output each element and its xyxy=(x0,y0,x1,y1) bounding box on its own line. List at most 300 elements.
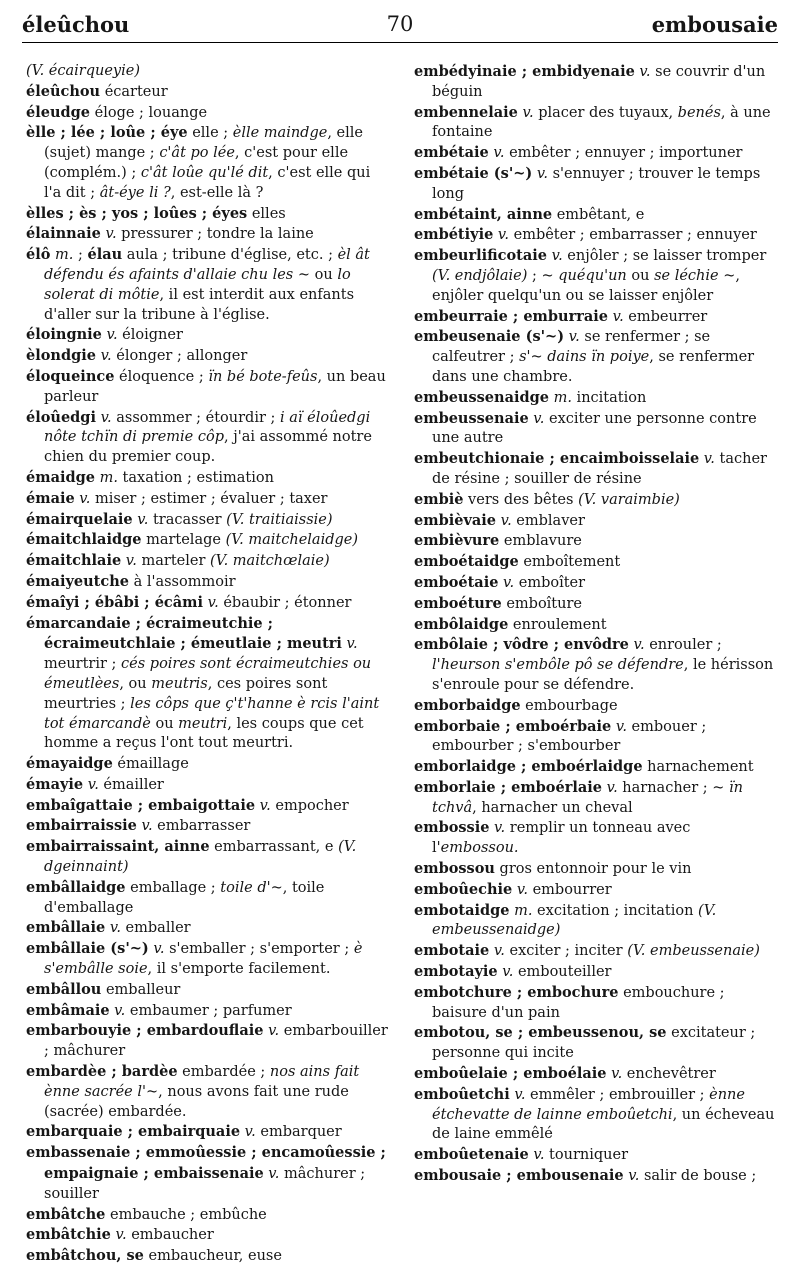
entry-headword: embotayie xyxy=(414,963,498,981)
entry-italic-text: v. xyxy=(136,818,153,835)
entry-headword: éloûedgi xyxy=(26,408,96,426)
entry-headword: émaitchlaie xyxy=(26,552,122,570)
entry-italic-text: v. xyxy=(564,329,580,346)
entry-text: , à une fontaine xyxy=(432,104,771,141)
entry-text: incitation xyxy=(571,389,647,406)
entry-italic-text: v. xyxy=(496,512,512,529)
dictionary-entry xyxy=(26,103,388,124)
entry-italic-text: v. xyxy=(109,1002,126,1019)
entry-italic-text: meutri xyxy=(178,715,228,732)
entry-headword: émarcandaie ; écraimeutchie ; écraimeutchlaie ; émeutlaie ; meutri xyxy=(26,614,342,653)
entry-text: embaucheur, euse xyxy=(143,1248,282,1265)
entry-italic-text: (V. maitchelaidge) xyxy=(225,532,359,549)
entry-text: martelage xyxy=(141,532,226,549)
dictionary-entry xyxy=(26,367,388,408)
entry-headword: éleûchou xyxy=(26,82,101,100)
dictionary-entry xyxy=(414,388,776,409)
entry-headword: émayie xyxy=(26,775,84,793)
entry-text: embarrassant, e xyxy=(209,839,339,856)
entry-text: , un beau parleur xyxy=(44,368,386,405)
entry-headword: emboéture xyxy=(414,594,502,612)
entry-text: placer des tuyaux, xyxy=(533,104,678,121)
entry-italic-text: toile d'~ xyxy=(220,879,283,896)
dictionary-entry xyxy=(26,408,388,468)
entry-headword: élô xyxy=(26,246,51,264)
entry-headword: embarbouyie ; embardouflaie xyxy=(26,1022,264,1040)
entry-italic-text: v. xyxy=(203,594,219,611)
entry-text: taxation ; estimation xyxy=(117,469,274,486)
dictionary-entry xyxy=(26,325,388,346)
entry-italic-text: v. xyxy=(489,820,506,837)
entry-headword: emboûechie xyxy=(414,880,513,898)
entry-headword: embeussenaidge xyxy=(414,388,549,406)
entry-italic-text: v. xyxy=(95,409,112,426)
dictionary-entry xyxy=(26,1246,388,1267)
entry-text: elle ; xyxy=(187,125,233,142)
entry-headword: émaitchlaidge xyxy=(26,531,142,549)
entry-text: , il s'emporte facilement. xyxy=(147,961,331,978)
entry-headword: embôlaie ; vôdre ; envôdre xyxy=(414,636,629,654)
entry-text: élonger ; allonger xyxy=(111,348,248,365)
entry-italic-text: v. xyxy=(105,920,121,937)
entry-italic-text: (V. écairqueyie) xyxy=(26,63,140,79)
dictionary-entry xyxy=(26,775,388,796)
entry-italic-text: v. xyxy=(699,451,715,468)
dictionary-entry xyxy=(414,635,776,695)
entry-italic-text: v. xyxy=(101,327,118,344)
entry-headword: embâtchie xyxy=(26,1226,111,1244)
entry-italic-text: v. xyxy=(498,574,515,591)
dictionary-entry xyxy=(414,615,776,636)
entry-text: embêtant, e xyxy=(552,206,645,223)
entry-italic-text: v. xyxy=(121,553,137,570)
dictionary-entry xyxy=(414,103,776,144)
entry-headword: emborbaidge xyxy=(414,696,521,714)
dictionary-entry xyxy=(26,614,388,755)
entry-italic-text: m. xyxy=(548,389,572,406)
entry-headword: émaiyeutche xyxy=(26,572,129,590)
entry-italic-text: v. xyxy=(532,165,548,182)
dictionary-entry xyxy=(414,164,776,205)
dictionary-entry xyxy=(414,983,776,1024)
entry-italic-text: ènne étchevatte de lainne emboûetchi xyxy=(432,1086,745,1123)
entry-headword: embâllou xyxy=(26,980,102,998)
dictionary-entry xyxy=(414,490,776,511)
entry-text: harnacher ; xyxy=(617,779,713,796)
entry-headword: embâllaie (s'~) xyxy=(26,940,149,958)
entry-headword: embotou, se ; embeussenou, se xyxy=(414,1024,667,1042)
entry-text: emballer xyxy=(120,920,191,937)
entry-text: embeurrer xyxy=(623,308,708,325)
entry-headword: embotchure ; embochure xyxy=(414,983,619,1001)
entry-text: , se renfermer dans une chambre. xyxy=(432,349,755,385)
dictionary-entry xyxy=(414,1166,776,1187)
entry-text: emballeur xyxy=(101,981,181,998)
dictionary-entry xyxy=(26,245,388,325)
entry-text: , c'est elle qui l'a dit ; xyxy=(44,164,371,201)
entry-italic-text: v. xyxy=(95,348,112,365)
dictionary-entry xyxy=(26,939,388,980)
dictionary-entry xyxy=(414,1085,776,1145)
dictionary-entry xyxy=(414,511,776,532)
entry-italic-text: v. xyxy=(628,637,645,654)
entry-italic-text: v. xyxy=(489,943,505,960)
entry-headword: embâllaie xyxy=(26,919,106,937)
entry-italic-text: (V. traitiaissie) xyxy=(226,511,333,528)
entry-text: enrouler ; xyxy=(644,637,722,654)
dictionary-entry xyxy=(414,573,776,594)
dictionary-entry xyxy=(26,837,388,878)
entry-text: remplir un tonneau avec l' xyxy=(432,820,691,857)
entry-text: , j'ai assommé notre chien du premier coup. xyxy=(44,429,372,466)
header-first-headword: éleûchou xyxy=(22,12,130,37)
right-column xyxy=(414,62,776,1187)
entry-text: excitation ; incitation xyxy=(532,902,699,919)
entry-text: , ou xyxy=(119,675,152,692)
entry-text: meurtrir ; xyxy=(44,656,122,673)
entry-text: éloge ; louange xyxy=(90,104,208,121)
entry-headword: embétiyie xyxy=(414,226,494,244)
dictionary-entry xyxy=(26,510,388,531)
entry-headword: éloingnie xyxy=(26,326,102,344)
dictionary-entry xyxy=(26,918,388,939)
entry-text: embouchure ; baisure d'un pain xyxy=(432,984,725,1021)
dictionary-entry xyxy=(26,572,388,593)
entry-text: s'ennuyer ; trouver le temps long xyxy=(432,165,761,202)
dictionary-entry xyxy=(414,880,776,901)
dictionary-entry xyxy=(414,1145,776,1166)
entry-text: , nous avons fait une rude (sacrée) embardée. xyxy=(44,1083,349,1120)
entry-italic-text: v. xyxy=(132,511,149,528)
entry-italic-text: v. xyxy=(263,1023,280,1040)
dictionary-entry xyxy=(414,818,776,859)
entry-text: à l'assommoir xyxy=(128,573,236,590)
dictionary-entry xyxy=(26,551,388,572)
entry-text: exciter une personne contre une autre xyxy=(432,410,757,447)
entry-text: empocher xyxy=(270,797,349,814)
entry-italic-text: v. xyxy=(611,718,627,735)
entry-headword: emboûetenaie xyxy=(414,1146,529,1164)
dictionary-entry xyxy=(414,449,776,490)
dictionary-entry xyxy=(414,246,776,306)
entry-text: ou xyxy=(310,266,338,283)
dictionary-entry xyxy=(26,123,388,203)
entry-headword: embâmaie xyxy=(26,1001,110,1019)
entry-headword: èlle ; lée ; loûe ; éye xyxy=(26,124,188,142)
entry-headword: emboûelaie ; emboélaie xyxy=(414,1065,607,1083)
dictionary-entry xyxy=(414,1064,776,1085)
entry-italic-text: v. xyxy=(512,881,528,898)
dictionary-entry xyxy=(26,1143,388,1204)
entry-text: , elle (sujet) mange ; xyxy=(44,125,363,162)
dictionary-entry xyxy=(26,754,388,775)
entry-text: émaillage xyxy=(112,756,189,773)
entry-text: embouer ; embourber ; s'embourber xyxy=(432,718,707,755)
entry-text: ou xyxy=(150,715,179,732)
dictionary-entry xyxy=(414,778,776,819)
entry-text: tourniquer xyxy=(544,1147,628,1164)
entry-italic-text: cés poires sont écraimeutchies ou émeutlèes xyxy=(44,656,372,692)
entry-headword: embédyinaie ; embidyenaie xyxy=(414,63,635,80)
entry-italic-text: nos ains fait ènne sacrée l'~ xyxy=(44,1064,360,1100)
entry-italic-text: c'ât po lée xyxy=(159,145,235,162)
entry-italic-text: v. xyxy=(509,1086,526,1103)
dictionary-entry xyxy=(414,717,776,758)
entry-text: salir de bouse ; xyxy=(639,1168,757,1185)
entry-text: emmêler ; embrouiller ; xyxy=(525,1086,710,1103)
dictionary-entry xyxy=(414,327,776,387)
entry-text: emballage ; xyxy=(125,879,221,896)
entry-text: , un écheveau de laine emmêlé xyxy=(432,1106,775,1143)
entry-text: ébaubir ; étonner xyxy=(218,594,352,611)
entry-text: assommer ; étourdir ; xyxy=(111,409,281,426)
entry-text: ; xyxy=(73,247,88,264)
entry-text: tacher de résine ; souiller de résine xyxy=(432,451,767,487)
entry-text: gros entonnoir pour le vin xyxy=(494,861,692,878)
entry-headword: embeutchionaie ; encaimboisselaie xyxy=(414,450,700,468)
entry-italic-text: v. xyxy=(493,227,509,244)
entry-text: embourbage xyxy=(520,697,618,714)
entry-italic-text: m. xyxy=(50,247,74,264)
entry-headword: embétaint, ainne xyxy=(414,205,553,223)
entry-text: émailler xyxy=(98,776,164,793)
entry-italic-text: (V. dgeinnaint) xyxy=(44,839,357,876)
entry-italic-text: v. xyxy=(601,779,618,796)
dictionary-entry xyxy=(414,962,776,983)
entry-headword: emboétaidge xyxy=(414,553,519,571)
entry-italic-text: v. xyxy=(263,1166,280,1183)
dictionary-entry xyxy=(26,980,388,1001)
entry-text: pressurer ; tondre la laine xyxy=(116,226,314,243)
entry-text: , les coups que cet homme a reçus l'ont tout meurtri. xyxy=(44,715,364,752)
entry-text: embarquer xyxy=(255,1124,342,1141)
entry-italic-text: (V. maitchœlaie) xyxy=(210,553,330,570)
entry-italic-text: benés xyxy=(677,104,721,121)
dictionary-entry xyxy=(414,143,776,164)
entry-text: excitateur ; personne qui incite xyxy=(432,1025,756,1062)
entry-headword: èlondgie xyxy=(26,347,96,365)
entry-text: vers des bêtes xyxy=(463,491,579,508)
entry-headword: embiè xyxy=(414,490,464,508)
entry-text: se couvrir d'un béguin xyxy=(432,64,766,100)
entry-italic-text: v. xyxy=(255,797,271,814)
dictionary-entry xyxy=(414,696,776,717)
entry-text: embourrer xyxy=(527,881,612,898)
entry-italic-text: è s'embâlle soie xyxy=(44,941,363,978)
page-number: 70 xyxy=(386,12,414,36)
dictionary-entry xyxy=(26,816,388,837)
dictionary-entry xyxy=(26,204,388,225)
dictionary-entry xyxy=(414,409,776,450)
entry-headword: embossou xyxy=(414,860,495,878)
dictionary-entry xyxy=(26,489,388,510)
entry-headword: embairraissie xyxy=(26,817,137,835)
entry-headword: emboétaie xyxy=(414,573,499,591)
entry-headword: éleudge xyxy=(26,103,91,121)
entry-headword: embâllaidge xyxy=(26,878,126,896)
dictionary-entry xyxy=(414,307,776,328)
dictionary-entry xyxy=(26,1205,388,1226)
page-header xyxy=(22,12,778,43)
entry-headword: embâtchou, se xyxy=(26,1247,144,1265)
dictionary-entry xyxy=(414,859,776,880)
entry-text: ; xyxy=(527,267,542,284)
entry-italic-text: c'ât loûe qu'lé dit xyxy=(140,164,269,181)
entry-text: , est-elle là ? xyxy=(170,184,264,201)
entry-italic-text: v. xyxy=(74,490,91,507)
entry-text: , le hérisson s'enroule pour se défendre. xyxy=(432,657,774,693)
header-last-headword: embousaie xyxy=(651,12,778,37)
entry-headword: embennelaie xyxy=(414,103,518,121)
left-column xyxy=(26,62,388,1267)
entry-italic-text: v. xyxy=(148,941,165,958)
entry-headword: embeusenaie (s'~) xyxy=(414,328,565,346)
entry-headword: embeussenaie xyxy=(414,409,529,427)
entry-text: embauche ; embûche xyxy=(105,1206,267,1223)
entry-italic-text: s'~ dains ïn poiye xyxy=(519,349,650,366)
dictionary-entry xyxy=(414,62,776,103)
entry-headword: embassenaie ; emmoûessie ; encamoûessie ; empaignaie ; embaissenaie xyxy=(26,1144,386,1183)
entry-text: ou xyxy=(626,267,655,284)
entry-headword: émaie xyxy=(26,489,75,507)
entry-headword: embièvure xyxy=(414,532,500,550)
entry-italic-text: (V. embeussenaie) xyxy=(627,943,760,960)
entry-italic-text: les côps que ç't'hanne è rcis l'aint tot émarcandè xyxy=(44,695,380,732)
entry-text: enchevêtrer xyxy=(622,1066,716,1083)
entry-italic-text: v. xyxy=(528,410,545,427)
dictionary-entry xyxy=(414,225,776,246)
dictionary-entry xyxy=(414,941,776,962)
dictionary-entry xyxy=(414,552,776,573)
entry-headword: emborlaie ; emboérlaie xyxy=(414,778,602,796)
entry-italic-text: v. xyxy=(606,1066,623,1083)
entry-text: emboîter xyxy=(514,574,586,591)
entry-text: aula ; tribune d'église, etc. ; xyxy=(122,247,338,264)
entry-italic-text: ât-éye li ? xyxy=(99,184,171,201)
entry-text: embaucher xyxy=(126,1227,214,1244)
entry-text: écarteur xyxy=(100,83,168,100)
entry-italic-text: v. xyxy=(547,248,563,265)
entry-text: miser ; estimer ; évaluer ; taxer xyxy=(90,490,328,507)
entry-text: embarbouiller ; mâchurer xyxy=(44,1023,388,1060)
dictionary-entry xyxy=(414,757,776,778)
entry-text: embêter ; embarrasser ; ennuyer xyxy=(509,227,757,244)
entry-headword: embotaie xyxy=(414,942,490,960)
entry-italic-text: l'heurson s'embôle pô se défendre xyxy=(432,657,684,674)
dictionary-entry xyxy=(26,224,388,245)
entry-headword: emboûetchi xyxy=(414,1085,510,1103)
entry-headword: embousaie ; embousenaie xyxy=(414,1167,624,1185)
entry-headword: embarquaie ; embairquaie xyxy=(26,1123,241,1141)
entry-headword: éloqueince xyxy=(26,367,115,385)
entry-headword: émaidge xyxy=(26,468,95,486)
entry-text: tracasser xyxy=(148,511,227,528)
entry-italic-text: lo solerat di môtie xyxy=(44,266,351,303)
entry-italic-text: ïn bé bote-feûs xyxy=(208,368,318,385)
entry-text: , harnacher un cheval xyxy=(472,799,633,816)
entry-headword: embièvaie xyxy=(414,511,496,529)
entry-italic-text: v. xyxy=(528,1147,545,1164)
entry-headword: embossie xyxy=(414,819,490,837)
entry-text: marteler xyxy=(136,553,210,570)
entry-headword: emborlaidge ; emboérlaidge xyxy=(414,758,643,776)
entry-headword: embétaie xyxy=(414,144,489,162)
dictionary-entry xyxy=(26,1225,388,1246)
entry-italic-text: v. xyxy=(341,636,358,653)
entry-headword: émayaidge xyxy=(26,755,113,773)
entry-italic-text: v. xyxy=(100,226,117,243)
entry-headword: embâtche xyxy=(26,1205,106,1223)
dictionary-entry xyxy=(26,1001,388,1022)
entry-italic-text: (V. embeussenaidge) xyxy=(432,902,717,939)
entry-italic-text: embossou. xyxy=(440,840,519,857)
dictionary-entry xyxy=(414,901,776,942)
entry-italic-text: (V. varaimbie) xyxy=(578,491,680,508)
entry-text: embêter ; ennuyer ; importuner xyxy=(504,145,743,162)
dictionary-entry xyxy=(26,1062,388,1122)
entry-italic-text: meutris xyxy=(151,675,208,692)
dictionary-entry xyxy=(26,530,388,551)
entry-text: elles xyxy=(247,205,286,222)
entry-italic-text: v. xyxy=(608,308,624,325)
dictionary-entry xyxy=(414,531,776,552)
entry-italic-text: èlle maindge xyxy=(232,125,328,142)
entry-italic-text: v. xyxy=(83,776,99,793)
entry-italic-text: i aï éloûedgi nôte tchïn di premie côp xyxy=(44,409,371,446)
entry-italic-text: m. xyxy=(509,902,533,919)
entry-headword: embôlaidge xyxy=(414,615,509,633)
entry-text: , ces poires sont meurtries ; xyxy=(44,675,328,712)
entry-headword: embeurraie ; emburraie xyxy=(414,307,608,325)
entry-italic-text: v. xyxy=(497,964,514,981)
entry-italic-text: v. xyxy=(110,1227,127,1244)
entry-headword: émairquelaie xyxy=(26,510,133,528)
dictionary-entry xyxy=(26,1122,388,1143)
entry-italic-text: ~ ïn tchvâ xyxy=(432,779,744,816)
entry-italic-text: v. xyxy=(488,145,505,162)
entry-text: , enjôler quelqu'un ou se laisser enjôler xyxy=(432,267,740,304)
entry-text: exciter ; inciter xyxy=(504,943,628,960)
entry-text: , toile d'emballage xyxy=(44,879,325,916)
entry-text: s'emballer ; s'emporter ; xyxy=(164,941,354,958)
entry-text: emblavure xyxy=(499,533,582,550)
entry-italic-text: èl ât défendu és afaints d'allaie chu les ~ xyxy=(44,247,370,283)
entry-text: embarrasser xyxy=(152,818,251,835)
entry-headword: èlles ; ès ; yos ; loûes ; éyes xyxy=(26,204,248,222)
dictionary-entry xyxy=(26,468,388,489)
entry-text: harnachement xyxy=(642,759,754,776)
entry-text: , c'est pour elle (complém.) ; xyxy=(44,145,349,181)
entry-text: embouteiller xyxy=(513,964,612,981)
entry-headword: embeurlificotaie xyxy=(414,247,547,265)
entry-text: mâchurer ; souiller xyxy=(44,1166,366,1202)
entry-text: embardée ; xyxy=(177,1064,270,1081)
entry-text: éloigner xyxy=(117,327,183,344)
dictionary-entry xyxy=(414,1023,776,1064)
entry-text: emblaver xyxy=(511,512,585,529)
entry-headword: embardèe ; bardèe xyxy=(26,1063,178,1081)
entry-headword: embaîgattaie ; embaigottaie xyxy=(26,796,256,814)
dictionary-entry xyxy=(26,796,388,817)
dictionary-entry xyxy=(414,594,776,615)
dictionary-entry xyxy=(26,62,388,82)
entry-italic-text: se léchie ~ xyxy=(654,267,736,284)
entry-italic-text: v. xyxy=(240,1124,256,1141)
entry-headword: élainnaie xyxy=(26,225,101,243)
entry-italic-text: (V. endjôlaie) xyxy=(432,267,528,284)
dictionary-entry xyxy=(26,878,388,919)
entry-italic-text: v. xyxy=(517,104,534,121)
